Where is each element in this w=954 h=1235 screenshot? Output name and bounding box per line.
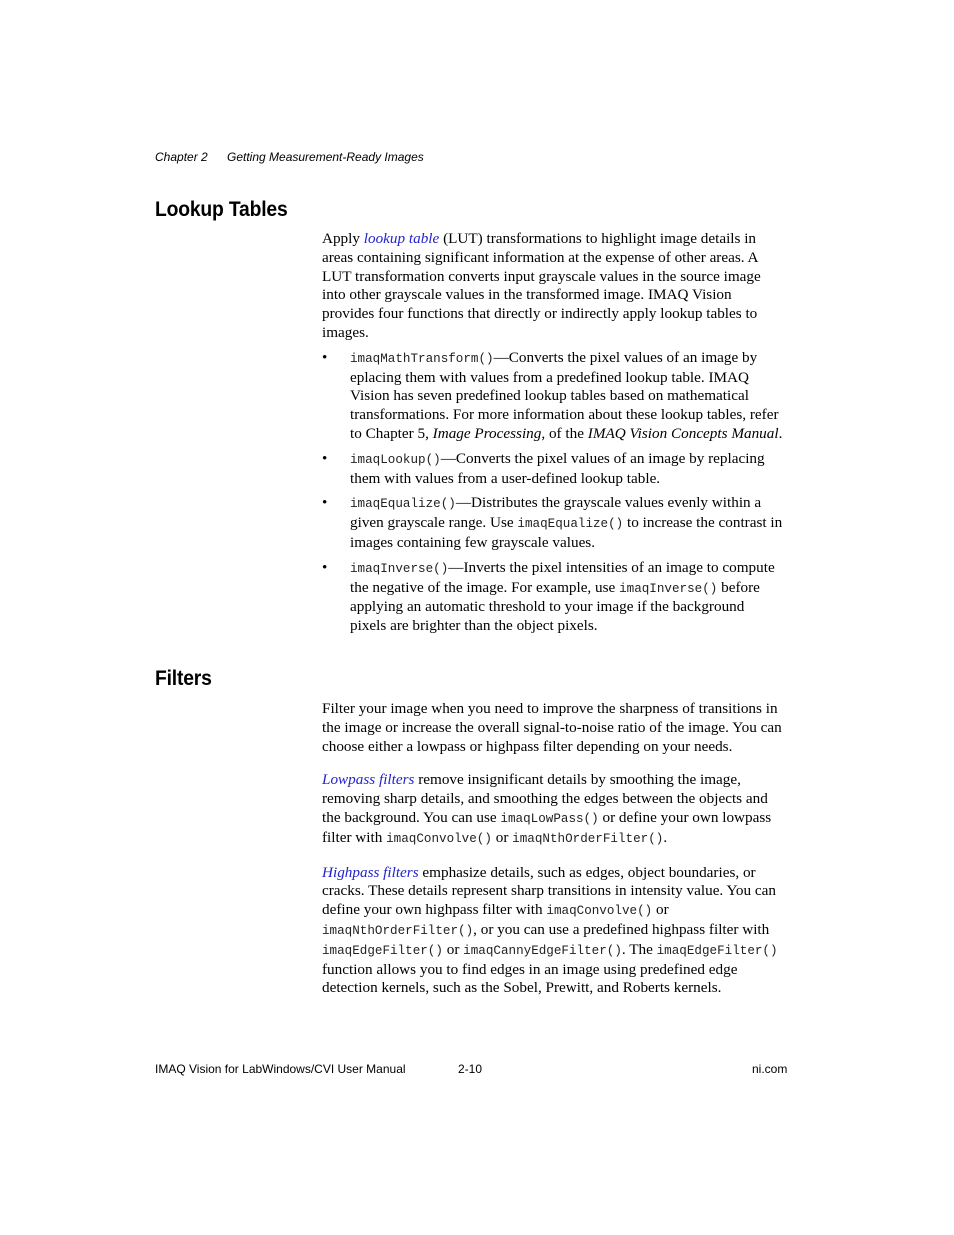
lookup-function-list — [322, 349, 784, 636]
function-name: imaqEqualize() — [350, 497, 456, 512]
filters-heading: Filters — [155, 667, 212, 690]
filters-intro: Filter your image when you need to improve the sharpness of transitions in the image or increase the overall signal-to-noise ratio of the image. You can choose either a lowpass or highpass filter depending on your needs. — [322, 700, 782, 755]
highpass-paragraph: Highpass filters emphasize details, such as edges, object boundaries, or cracks. These details represent sharp transitions in intensity value. You can define your own highpass filter with imaqConvolve() or imaqNthOrderFilter(), or you can use a predefined highpass filter with imaqEdgeFilter() or imaqCannyEdgeFilter(). The imaqEdgeFilter() function allows you to find edges in an image using predefined edge detection kernels, such as the Sobel, Prewitt, and Roberts kernels. — [322, 863, 778, 997]
footer-page-number: 2-10 — [458, 1062, 483, 1076]
chapter-label: Chapter 2 — [155, 150, 208, 164]
function-name: imaqLookup() — [350, 452, 441, 467]
lookup-table-link[interactable]: lookup table — [363, 230, 440, 247]
lowpass-paragraph: Lowpass filters remove insignificant details by smoothing the image, removing sharp details, and smoothing the edges between the objects and the background. You can use imaqLowPass() or define your own lowpass filter with imaqConvolve() or imaqNthOrderFilter(). — [322, 771, 772, 846]
lookup-tables-section — [322, 230, 784, 642]
function-name: imaqMathTransform() — [350, 351, 494, 366]
footer-website[interactable]: ni.com — [752, 1062, 788, 1076]
list-item: • imaqInverse()—Inverts the pixel intensities of an image to compute the negative of the image. For example, use imaqInverse() before applying an automatic threshold to your image if the background pixels are brighter than the object pixels. — [322, 559, 784, 636]
lookup-tables-heading: Lookup Tables — [155, 198, 288, 221]
filters-section — [322, 700, 784, 998]
chapter-title: Getting Measurement-Ready Images — [227, 150, 424, 164]
list-item: • imaqMathTransform()—Converts the pixel values of an image by eplacing them with values from a predefined lookup table. IMAQ Vision has seven predefined lookup tables based on mathematical transformations. For more information about these lookup tables, refer to Chapter 5, Image Processing, of the IMAQ Vision Concepts Manual. — [322, 349, 784, 444]
running-header — [155, 150, 424, 164]
list-item: • imaqLookup()—Converts the pixel values of an image by replacing them with values from a user-defined lookup table. — [322, 450, 784, 489]
lookup-intro: Apply lookup table (LUT) transformations to highlight image details in areas containing significant information at the expense of other areas. A LUT transformation converts input grayscale values in the source image into other grayscale values in the transformed image. IMAQ Vision provides four functions that directly or indirectly apply lookup tables to images. — [322, 230, 761, 341]
highpass-filters-link[interactable]: Highpass filters — [322, 863, 419, 881]
lowpass-filters-link[interactable]: Lowpass filters — [322, 771, 415, 789]
footer-manual-title: IMAQ Vision for LabWindows/CVI User Manual — [155, 1062, 406, 1076]
list-item: • imaqEqualize()—Distributes the grayscale values evenly within a given grayscale range. Use imaqEqualize() to increase the contrast in images containing few grayscale values. — [322, 494, 784, 552]
function-name: imaqInverse() — [350, 561, 449, 576]
